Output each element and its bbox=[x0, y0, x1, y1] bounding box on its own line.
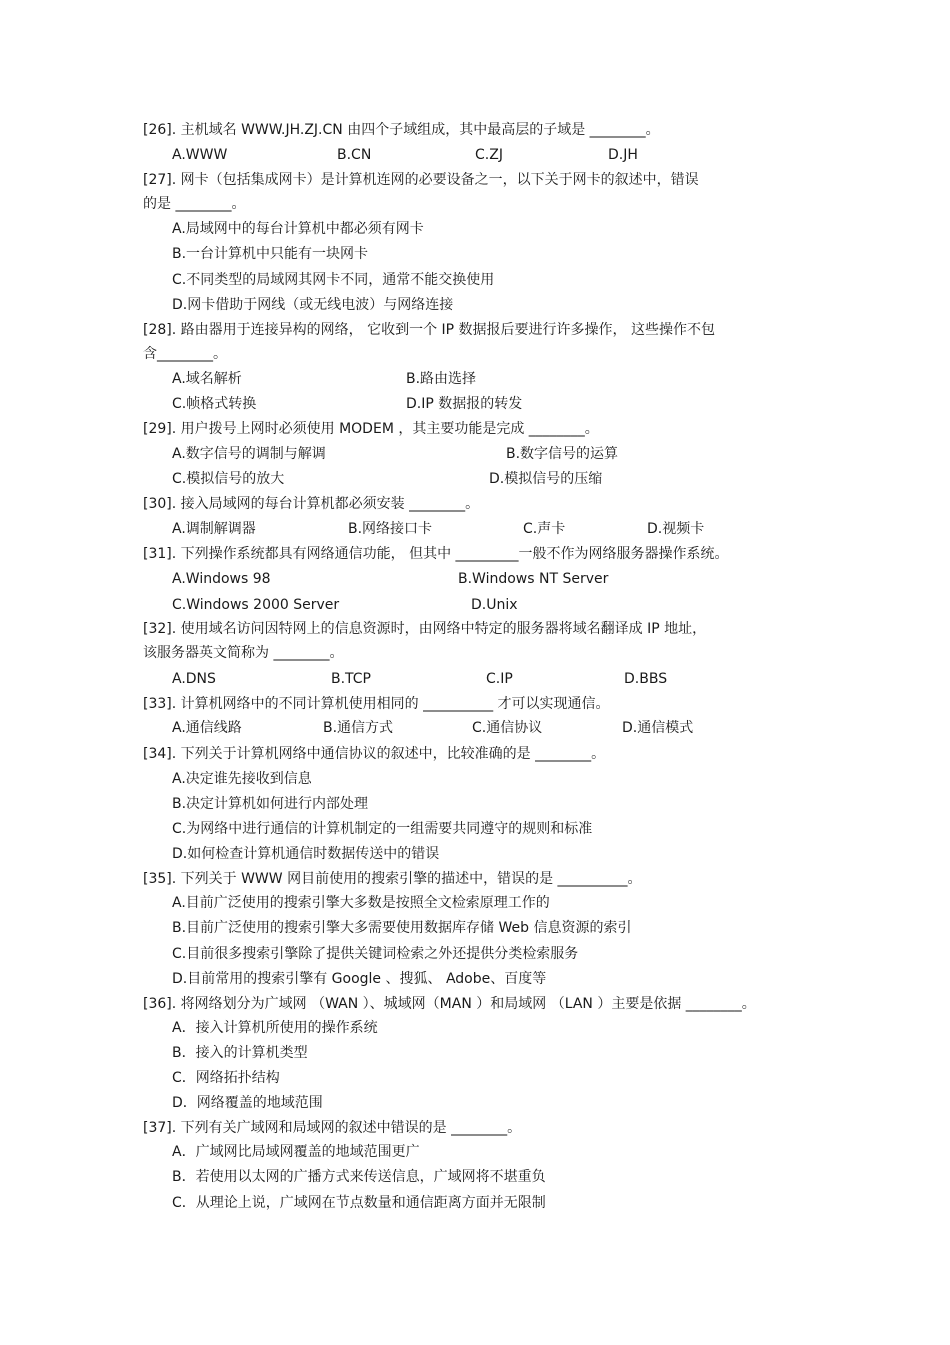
question-28-option-c: C.帧格式转换 bbox=[172, 396, 257, 412]
question-29-option-a: A.数字信号的调制与解调 bbox=[172, 446, 326, 462]
question-30-option-a: A.调制解调器 bbox=[172, 521, 256, 537]
question-33-option-b: B.通信方式 bbox=[323, 720, 394, 736]
question-30-option-b: B.网络接口卡 bbox=[348, 521, 433, 537]
question-27-option-a: A.局域网中的每台计算机中都必须有网卡 bbox=[172, 221, 424, 237]
question-26-option-c: C.ZJ bbox=[475, 147, 503, 163]
question-29-option-d: D.模拟信号的压缩 bbox=[489, 471, 603, 487]
question-37-stem: [37]. 下列有关广域网和局域网的叙述中错误的是 ________。 bbox=[143, 1120, 522, 1136]
question-27-stem-cont: 的是 ________。 bbox=[143, 196, 246, 212]
question-27-option-b: B.一台计算机中只能有一块网卡 bbox=[172, 246, 369, 262]
question-27-stem: [27]. 网卡（包括集成网卡）是计算机连网的必要设备之一，以下关于网卡的叙述中，错误 bbox=[143, 172, 699, 188]
question-27-option-d: D.网卡借助于网线（或无线电波）与网络连接 bbox=[172, 297, 454, 313]
question-37-option-a: A．广域网比局域网覆盖的地域范围更广 bbox=[172, 1144, 420, 1160]
question-34-option-c: C.为网络中进行通信的计算机制定的一组需要共同遵守的规则和标准 bbox=[172, 821, 593, 837]
question-32-stem-cont: 该服务器英文简称为 ________。 bbox=[143, 645, 344, 661]
question-36-option-c: C．网络拓扑结构 bbox=[172, 1070, 280, 1086]
question-36-option-b: B．接入的计算机类型 bbox=[172, 1045, 308, 1061]
question-28-stem: [28]. 路由器用于连接异构的网络， 它收到一个 IP 数据报后要进行许多操作， 这些操作不包 bbox=[143, 322, 716, 338]
question-31-option-a: A.Windows 98 bbox=[172, 571, 271, 587]
question-26-stem: [26]. 主机域名 WWW.JH.ZJ.CN 由四个子域组成，其中最高层的子域是 ________。 bbox=[143, 122, 660, 138]
question-26-option-d: D.JH bbox=[608, 147, 638, 163]
question-28-option-d: D.IP 数据报的转发 bbox=[406, 396, 523, 412]
question-36-option-a: A．接入计算机所使用的操作系统 bbox=[172, 1020, 378, 1036]
question-28-stem-cont: 含________。 bbox=[143, 346, 227, 362]
question-35-option-a: A.目前广泛使用的搜索引擎大多数是按照全文检索原理工作的 bbox=[172, 895, 550, 911]
question-33-stem: [33]. 计算机网络中的不同计算机使用相同的 __________ 才可以实现通信。 bbox=[143, 696, 610, 712]
question-30-option-c: C.声卡 bbox=[523, 521, 566, 537]
question-31-option-c: C.Windows 2000 Server bbox=[172, 597, 340, 613]
question-32-stem: [32]. 使用域名访问因特网上的信息资源时，由网络中特定的服务器将域名翻译成 IP 地址， bbox=[143, 621, 707, 637]
question-30-stem: [30]. 接入局域网的每台计算机都必须安装 ________。 bbox=[143, 496, 480, 512]
question-30-option-d: D.视频卡 bbox=[647, 521, 705, 537]
question-37-option-b: B．若使用以太网的广播方式来传送信息，广域网将不堪重负 bbox=[172, 1169, 546, 1185]
question-27-option-c: C.不同类型的局域网其网卡不同，通常不能交换使用 bbox=[172, 272, 495, 288]
question-34-option-a: A.决定谁先接收到信息 bbox=[172, 771, 312, 787]
question-34-stem: [34]. 下列关于计算机网络中通信协议的叙述中，比较准确的是 ________。 bbox=[143, 746, 606, 762]
question-32-option-b: B.TCP bbox=[331, 671, 372, 687]
question-34-option-b: B.决定计算机如何进行内部处理 bbox=[172, 796, 369, 812]
question-35-option-c: C.目前很多搜索引擎除了提供关键词检索之外还提供分类检索服务 bbox=[172, 946, 579, 962]
question-34-option-d: D.如何检查计算机通信时数据传送中的错误 bbox=[172, 846, 440, 862]
question-36-option-d: D．网络覆盖的地域范围 bbox=[172, 1095, 323, 1111]
question-28-option-b: B.路由选择 bbox=[406, 371, 477, 387]
question-35-option-d: D.目前常用的搜索引擎有 Google 、搜狐、 Adobe、百度等 bbox=[172, 971, 547, 987]
question-33-option-a: A.通信线路 bbox=[172, 720, 242, 736]
question-31-stem: [31]. 下列操作系统都具有网络通信功能， 但其中 _________一般不作为网络服务器操作系统。 bbox=[143, 546, 729, 562]
question-26-option-a: A.WWW bbox=[172, 147, 228, 163]
question-31-option-d: D.Unix bbox=[471, 597, 518, 613]
question-36-stem: [36]. 将网络划分为广域网 （WAN ）、城域网（MAN ）和局域网 （LAN ）主要是依据 ________。 bbox=[143, 996, 756, 1012]
question-35-stem: [35]. 下列关于 WWW 网目前使用的搜索引擎的描述中，错误的是 __________。 bbox=[143, 871, 642, 887]
question-32-option-d: D.BBS bbox=[624, 671, 668, 687]
question-29-stem: [29]. 用户拨号上网时必须使用 MODEM ，其主要功能是完成 ________。 bbox=[143, 421, 599, 437]
question-37-option-c: C．从理论上说，广域网在节点数量和通信距离方面并无限制 bbox=[172, 1195, 546, 1211]
question-33-option-c: C.通信协议 bbox=[472, 720, 543, 736]
question-26-option-b: B.CN bbox=[337, 147, 372, 163]
question-28-option-a: A.域名解析 bbox=[172, 371, 242, 387]
question-29-option-c: C.模拟信号的放大 bbox=[172, 471, 285, 487]
question-32-option-c: C.IP bbox=[486, 671, 513, 687]
question-32-option-a: A.DNS bbox=[172, 671, 216, 687]
question-29-option-b: B.数字信号的运算 bbox=[506, 446, 619, 462]
question-33-option-d: D.通信模式 bbox=[622, 720, 694, 736]
question-31-option-b: B.Windows NT Server bbox=[458, 571, 609, 587]
question-35-option-b: B.目前广泛使用的搜索引擎大多需要使用数据库存储 Web 信息资源的索引 bbox=[172, 920, 632, 936]
